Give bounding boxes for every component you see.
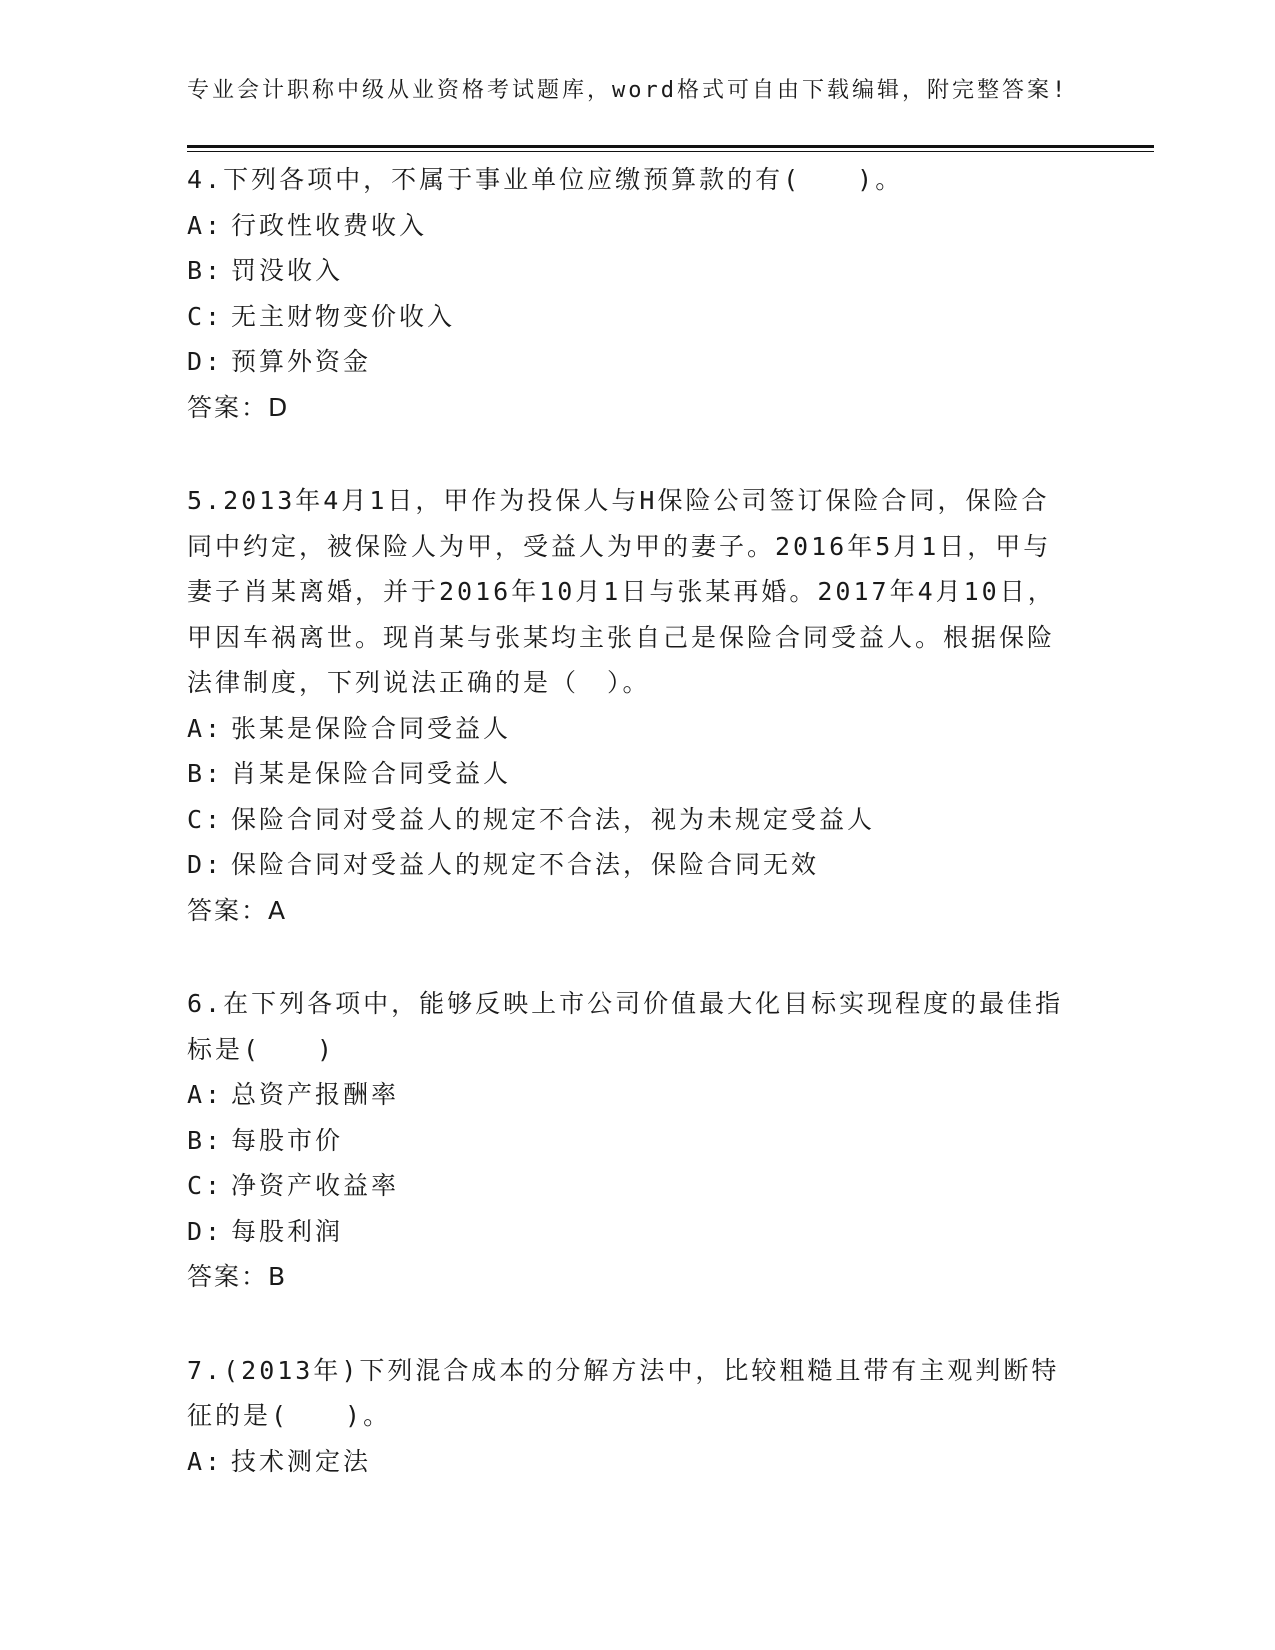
option-d (187, 339, 1067, 385)
option-text: 每股利润 (231, 1216, 344, 1246)
header-rule-thick (187, 145, 1154, 148)
option-text: 罚没收入 (231, 256, 344, 285)
option-letter: A: (187, 1446, 224, 1476)
answer-line: 答案：A (187, 895, 288, 925)
option-b (187, 1118, 1067, 1164)
option-text: 保险合同对受益人的规定不合法，保险合同无效 (231, 850, 820, 879)
option-c (187, 1163, 1067, 1209)
option-letter: B: (187, 759, 224, 788)
option-text: 肖某是保险合同受益人 (231, 759, 512, 788)
option-a (187, 203, 1067, 249)
document-header: 专业会计职称中级从业资格考试题库，word格式可自由下载编辑，附完整答案! (187, 78, 1069, 103)
question-7 (187, 1348, 1067, 1485)
option-b (187, 751, 1067, 797)
option-a (187, 706, 1067, 752)
option-text: 技术测定法 (231, 1446, 372, 1476)
option-d (187, 1209, 1067, 1255)
option-d (187, 842, 1067, 888)
option-text: 总资产报酬率 (231, 1080, 400, 1109)
option-text: 每股市价 (231, 1125, 344, 1155)
option-a (187, 1072, 1067, 1118)
option-c (187, 294, 1067, 340)
option-letter: D: (187, 850, 224, 879)
option-text: 保险合同对受益人的规定不合法，视为未规定受益人 (231, 804, 876, 834)
option-letter: A: (187, 1080, 224, 1109)
header-rule-thin (187, 151, 1154, 152)
option-letter: A: (187, 210, 224, 240)
option-c (187, 797, 1067, 843)
option-text: 无主财物变价收入 (231, 301, 456, 331)
option-letter: B: (187, 256, 224, 285)
option-letter: B: (187, 1125, 224, 1155)
question-4 (187, 157, 1067, 430)
question-stem: 5.2013年4月1日，甲作为投保人与H保险公司签订保险合同，保险合同中约定，被保险人为甲，受益人为甲的妻子。2016年5月1日，甲与妻子肖某离婚，并于2016年10月1日与张某再婚。2017年4月10日，甲因车祸离世。现肖某与张某均主张自己是保险合同受益人。根据保险法律制度，下列说法正确的是（ ）。 (187, 486, 1056, 697)
answer-line: 答案：B (187, 1262, 288, 1291)
option-a (187, 1439, 1067, 1485)
option-b (187, 248, 1067, 294)
option-text: 预算外资金 (231, 347, 372, 376)
option-letter: C: (187, 1171, 224, 1200)
question-stem: 4.下列各项中，不属于事业单位应缴预算款的有( )。 (187, 165, 904, 194)
option-letter: A: (187, 713, 224, 743)
question-6 (187, 981, 1067, 1300)
option-letter: D: (187, 347, 224, 376)
option-text: 行政性收费收入 (231, 210, 428, 240)
option-text: 张某是保险合同受益人 (231, 713, 512, 743)
question-list (187, 157, 1067, 1532)
answer-line: 答案：D (187, 392, 290, 422)
option-letter: C: (187, 804, 224, 834)
question-stem: 6.在下列各项中，能够反映上市公司价值最大化目标实现程度的最佳指标是( ) (187, 989, 1064, 1064)
option-letter: C: (187, 301, 224, 331)
option-text: 净资产收益率 (231, 1171, 400, 1200)
option-letter: D: (187, 1216, 224, 1246)
question-stem: 7.(2013年)下列混合成本的分解方法中，比较粗糙且带有主观判断特征的是( )。 (187, 1355, 1060, 1430)
question-5 (187, 478, 1067, 933)
